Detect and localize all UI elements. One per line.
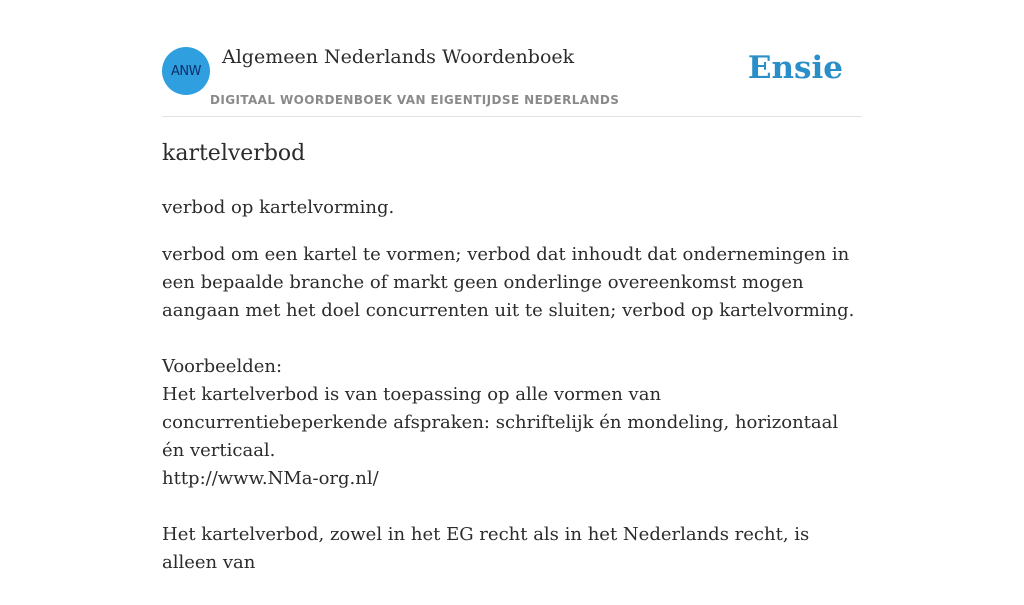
examples-section xyxy=(162,353,862,493)
entry-headword: kartelverbod xyxy=(162,141,306,166)
source-title[interactable]: Algemeen Nederlands Woordenboek xyxy=(222,46,575,68)
example-text: Het kartelverbod is van toepassing op alle vormen van concurrentiebeperkende afspraken: schriftelijk én mondeling, horizontaal én verticaal. xyxy=(162,384,839,461)
short-definition: verbod op kartelvorming. xyxy=(162,197,395,218)
ensie-brand-logo[interactable]: Ensie xyxy=(747,50,843,86)
site-header xyxy=(162,40,862,117)
example-text: Het kartelverbod, zowel in het EG recht als in het Nederlands recht, is alleen van xyxy=(162,524,810,573)
source-subtitle: DIGITAAL WOORDENBOEK VAN EIGENTIJDSE NEDERLANDS xyxy=(210,93,620,107)
entry-content xyxy=(162,138,862,605)
anw-logo[interactable] xyxy=(162,47,210,95)
anw-logo-text: ANW xyxy=(171,63,201,79)
example-source-link[interactable]: http://www.NMa-org.nl/ xyxy=(162,468,379,489)
long-definition: verbod om een kartel te vormen; verbod dat inhoudt dat ondernemingen in een bepaalde branche of markt geen onderlinge overeenkomst mogen aangaan met het doel concurrenten uit te sluiten; verbod op kartelvorming. xyxy=(162,244,855,321)
examples-label: Voorbeelden: xyxy=(162,356,283,377)
